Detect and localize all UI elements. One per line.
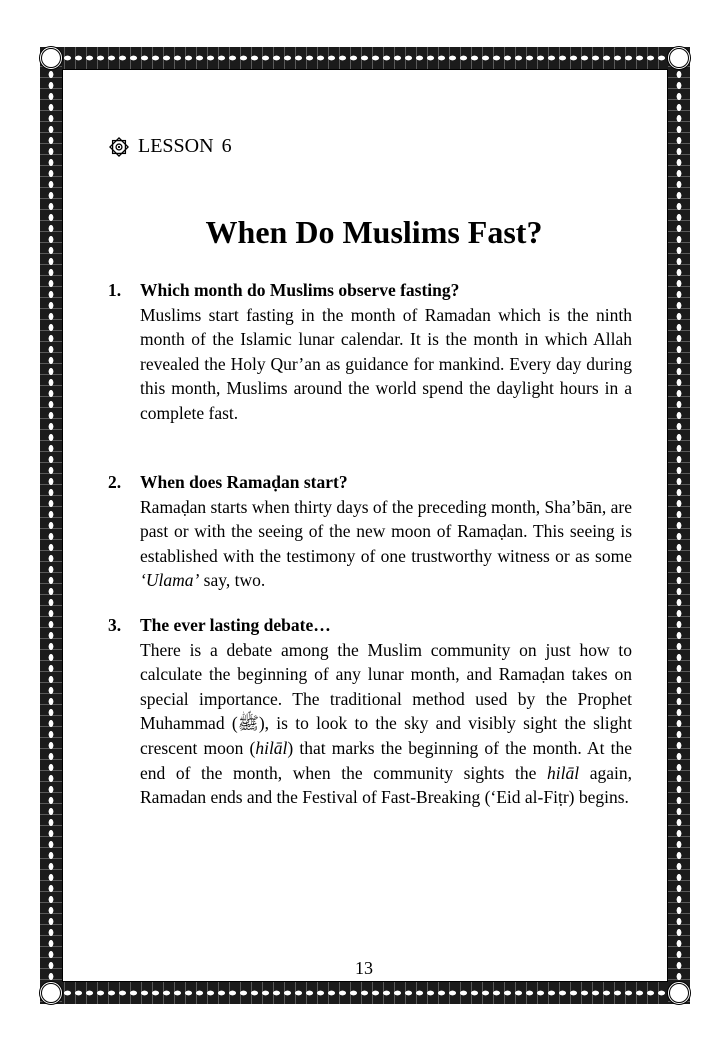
answer-paragraph: Muslims start fasting in the month of Ramadan which is the ninth month of the Islamic lunar calendar. It is the month in which Allah revealed the Holy Qur’an as guidance for mankind. Every day during this month, Muslims around the world spend the daylight hours in a complete fast. — [140, 304, 632, 423]
border-top — [40, 47, 690, 69]
border-left — [40, 47, 62, 1004]
answer-term: ‘Ulama’ — [140, 570, 200, 591]
page-title: When Do Muslims Fast? — [205, 214, 543, 250]
question-number: 1. — [108, 280, 122, 300]
lesson-label: LESSON — [138, 135, 214, 157]
question-text: Which month do Muslims observe fasting? — [140, 280, 460, 300]
question-number: 2. — [108, 472, 122, 492]
border-right — [668, 47, 690, 1004]
star-ornament-icon — [108, 136, 130, 158]
answer-paragraph — [140, 638, 632, 810]
question-section — [108, 278, 632, 426]
answer-text: Ramaḍan starts when thirty days of the preceding month, Sha’bān, are past or with the seeing of the new moon of Ramaḍan. This seeing is established with the testimony of one trustworthy witness or as some — [140, 496, 632, 566]
answer-term: hilāl — [255, 737, 288, 758]
question-number: 3. — [108, 615, 122, 635]
question-text: The ever lasting debate… — [140, 615, 331, 635]
corner-ornament — [667, 46, 691, 70]
question-section — [108, 470, 632, 593]
answer-paragraph — [140, 495, 632, 593]
answer-term: hilāl — [547, 762, 580, 783]
lesson-number: 6 — [221, 135, 232, 157]
question-heading — [108, 613, 632, 638]
border-bottom — [40, 982, 690, 1004]
lesson-heading — [108, 135, 232, 158]
answer-text: again, Ramadan ends and the Festival of Fast-Breaking (‘Eid al-Fiṭr) begins. — [140, 762, 632, 808]
corner-ornament — [39, 981, 63, 1005]
question-section — [108, 613, 632, 810]
question-heading — [108, 278, 632, 303]
corner-ornament — [667, 981, 691, 1005]
answer-text: There is a debate among the Muslim community on just how to calculate the beginning of any lunar month, and Ramaḍan takes on special importance. The traditional method used by the Prophet Muhammad (ﷺ), is to look to the sky and visibly sight the slight crescent moon ( — [140, 639, 633, 758]
corner-ornament — [39, 46, 63, 70]
question-text: When does Ramaḍan start? — [140, 472, 348, 492]
question-heading — [108, 470, 632, 495]
answer-text: say, two. — [199, 570, 266, 591]
answer-text: ) that marks the beginning of the month. At the end of the month, when the community sights the — [140, 737, 632, 783]
page-number: 13 — [355, 958, 373, 978]
